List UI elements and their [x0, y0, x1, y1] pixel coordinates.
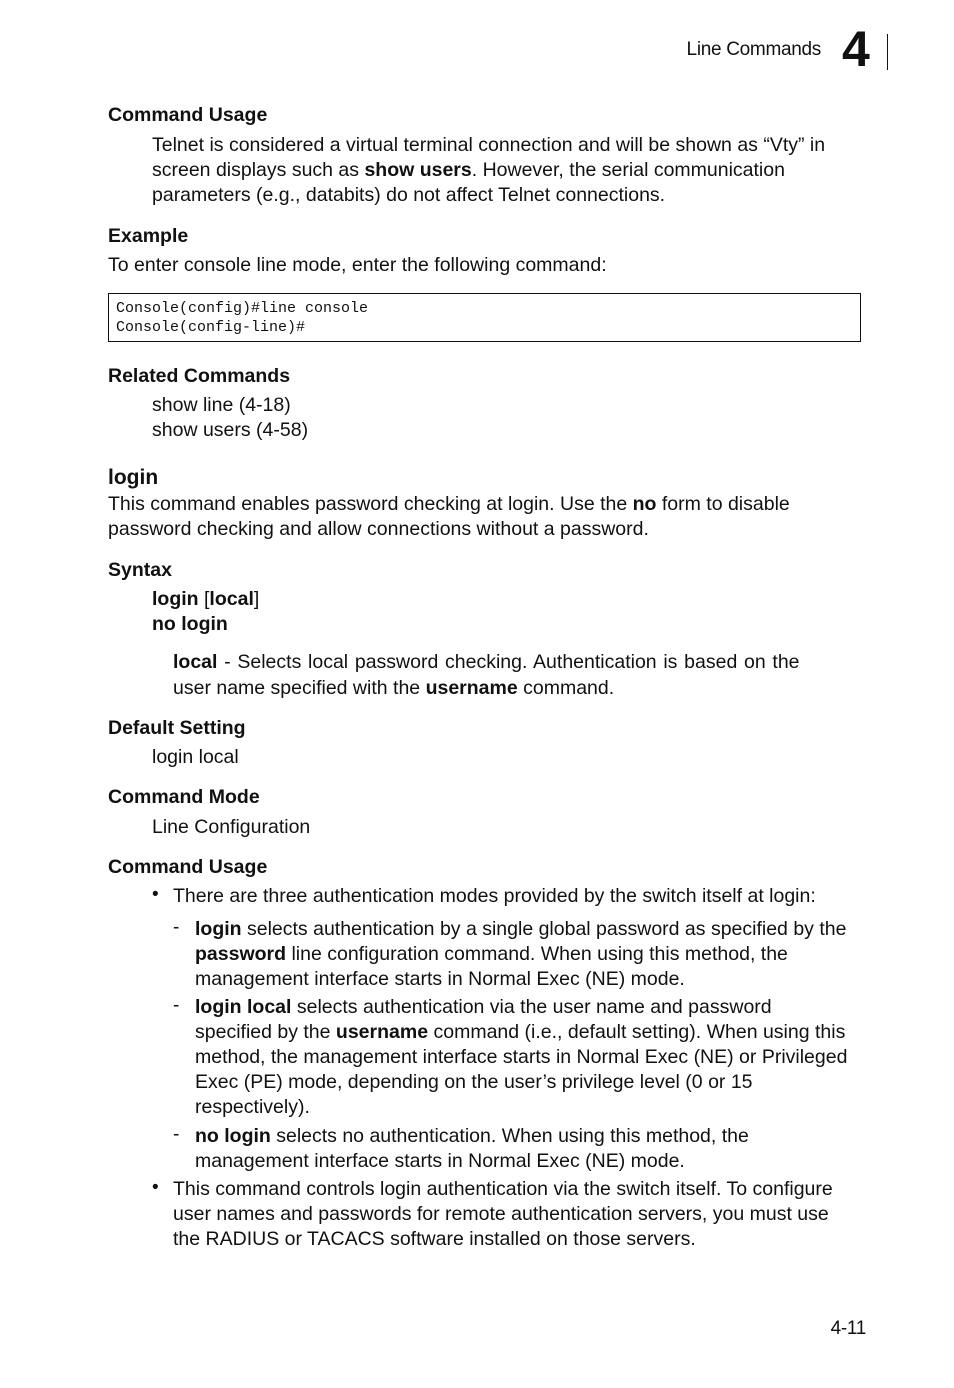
no-bold: no: [632, 493, 657, 515]
sub2-line-3: method, the management interface starts in Normal Exec (NE) or Privileged: [195, 1046, 848, 1068]
syntax-lines: [152, 587, 259, 637]
text-span: This command enables password checking at login. Use the: [108, 493, 633, 515]
sub2-login-local: login local: [195, 996, 292, 1018]
syntax-no-login: no login: [152, 613, 228, 635]
syntax-local: local: [209, 588, 254, 610]
text-span: ]: [253, 588, 260, 610]
top-usage-line-2: [152, 158, 864, 183]
login-desc-line-2: password checking and allow connections without a password.: [108, 518, 649, 540]
text-span: user name specified with the: [173, 677, 426, 699]
text-span: . However, the serial communication: [471, 159, 785, 181]
related-commands-heading: Related Commands: [108, 365, 291, 387]
usage-sub-2: [195, 995, 867, 1120]
text-span: [: [198, 588, 210, 610]
related-command-show-line: show line (4-18): [152, 394, 291, 416]
related-commands-list: [152, 393, 308, 443]
syntax-heading: Syntax: [108, 559, 172, 581]
usage-bullet-2: [173, 1177, 867, 1252]
sub1-line-2: [195, 942, 867, 967]
page-number: 4-11: [830, 1318, 866, 1339]
syntax-no-login-line: [152, 612, 259, 637]
example-heading: Example: [108, 225, 189, 247]
sub2-line-4: Exec (PE) mode, depending on the user’s privilege level (0 or 15: [195, 1071, 753, 1093]
related-command-show-users: show users (4-58): [152, 419, 309, 441]
text-span: selects authentication via the user name and password: [291, 996, 772, 1018]
sub3-line-2: management interface starts in Normal Exec (NE) mode.: [195, 1150, 685, 1172]
sub3-line-1: [195, 1124, 867, 1149]
dash-2: -: [173, 995, 180, 1016]
code-example-box: [108, 293, 861, 342]
param-username: username: [425, 677, 518, 699]
top-usage-line-3: parameters (e.g., databits) do not affect Telnet connections.: [152, 184, 666, 206]
bullet2-line-3: the RADIUS or TACACS software installed on those servers.: [173, 1228, 696, 1250]
text-span: command (i.e., default setting). When using this: [428, 1021, 846, 1043]
show-users-bold: show users: [364, 159, 472, 181]
sub2-line-2: [195, 1020, 867, 1045]
usage-sub-1: [195, 917, 867, 992]
text-span: selects authentication by a single global password as specified by the: [241, 918, 847, 940]
example-intro: To enter console line mode, enter the following command:: [108, 254, 607, 276]
text-span: specified by the: [195, 1021, 336, 1043]
sub3-no-login: no login: [195, 1125, 271, 1147]
login-desc-line-1: [108, 492, 868, 517]
text-span: - Selects local password checking. Authentication is based on the: [217, 651, 800, 673]
sub2-username: username: [335, 1021, 429, 1043]
usage-bullet-1: There are three authentication modes provided by the switch itself at login:: [173, 885, 816, 907]
text-span: screen displays such as: [152, 159, 365, 181]
text-span: line configuration command. When using this method, the: [286, 943, 788, 965]
sub1-line-3: management interface starts in Normal Exec (NE) mode.: [195, 968, 685, 990]
sub2-line-1: [195, 995, 867, 1020]
command-mode-heading: Command Mode: [108, 786, 260, 808]
bullet2-line-1: This command controls login authentication via the switch itself. To configure: [173, 1178, 833, 1200]
sub1-login: login: [195, 918, 242, 940]
dash-1: -: [173, 917, 180, 938]
usage-sub-3: [195, 1124, 867, 1174]
bullet2-line-2: user names and passwords for remote authentication servers, you must use: [173, 1203, 829, 1225]
syntax-login: login: [152, 588, 199, 610]
top-usage-line-1: Telnet is considered a virtual terminal connection and will be shown as “Vty” in: [152, 134, 826, 156]
login-command-heading: login: [108, 466, 159, 489]
running-header-title: Line Commands: [686, 39, 821, 60]
syntax-login-line: [152, 587, 259, 612]
param-line-2: [173, 675, 863, 701]
bullet-1: •: [152, 884, 159, 905]
command-mode-value: Line Configuration: [152, 816, 311, 838]
command-usage-heading-2: Command Usage: [108, 856, 268, 878]
text-span: command.: [517, 677, 615, 699]
syntax-parameter: [173, 649, 863, 701]
sub2-line-5: respectively).: [195, 1096, 310, 1118]
code-line-1: Console(config)#line console: [116, 300, 369, 317]
param-local: local: [173, 651, 218, 673]
sub1-line-1: [195, 917, 867, 942]
top-usage-paragraph: [152, 133, 864, 208]
login-description: [108, 492, 868, 542]
text-span: form to disable: [656, 493, 790, 515]
dash-3: -: [173, 1124, 180, 1145]
default-setting-value: login local: [152, 746, 239, 768]
default-setting-heading: Default Setting: [108, 717, 246, 739]
code-line-2: Console(config-line)#: [116, 319, 306, 336]
bullet-2: •: [152, 1177, 159, 1198]
command-usage-heading: Command Usage: [108, 104, 268, 126]
param-line-1: [173, 649, 863, 675]
text-span: selects no authentication. When using this method, the: [270, 1125, 749, 1147]
chapter-number: 4: [842, 21, 869, 77]
sub1-password: password: [195, 943, 287, 965]
